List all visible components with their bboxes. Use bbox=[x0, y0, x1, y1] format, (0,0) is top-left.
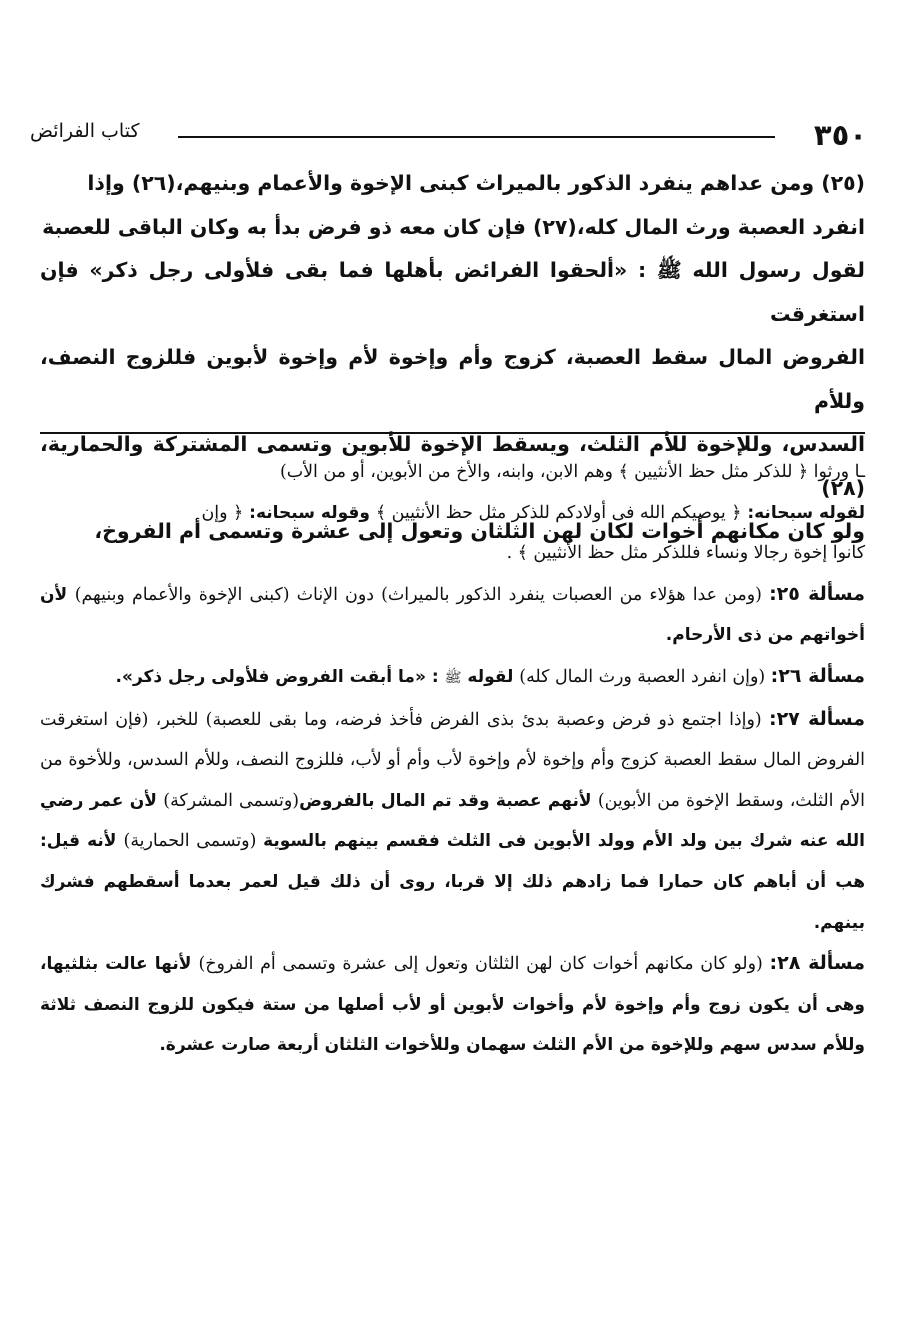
masala-27 bbox=[40, 699, 865, 944]
matn-line: انفرد العصبة ورث المال كله،(٢٧) فإن كان معه ذو فرض بدأ به وكان الباقى للعصبة bbox=[42, 214, 865, 239]
quran-verse: كانوا إخوة رجالا ونساء فللذكر مثل حظ الأنثيين ﴾ . bbox=[506, 543, 865, 564]
masala-label: مسألة ٢٧: bbox=[768, 707, 865, 730]
intro-text: لقوله سبحانه: bbox=[741, 502, 865, 523]
commentary-intro-line bbox=[40, 493, 865, 534]
explanation: لأنه قيل: هب أن أباهم كان حمارا فما زادهم ذلك إلا قربا، روى أن ذلك قيل لعمر بعدما أسقطهم فشرك بينهم. bbox=[40, 831, 865, 933]
masala-label: مسألة ٢٥: bbox=[769, 582, 865, 605]
header-rule bbox=[178, 136, 775, 138]
quran-verse: ﴿ يوصيكم الله فى أولادكم للذكر مثل حظ الأنثيين ﴾ bbox=[375, 502, 742, 523]
page-number: ٣٥٠ bbox=[813, 118, 867, 152]
section-divider bbox=[40, 432, 865, 434]
masala-28 bbox=[40, 943, 865, 1066]
explanation: لأن عمر رضي الله عنه شرك بين ولد الأم وولد الأبوين فى الثلث فقسم بينهم بالسوية bbox=[40, 790, 866, 852]
explanation: : «ما أبقت الفروض فلأولى رجل ذكر». bbox=[115, 666, 445, 687]
matn-line: السدس، وللإخوة للأم الثلث، ويسقط الإخوة للأبوين وتسمى المشتركة والحمارية،(٢٨) bbox=[40, 432, 865, 500]
explanation: لأنهم عصبة وقد تم المال بالفروض bbox=[299, 790, 598, 811]
commentary bbox=[40, 452, 865, 1066]
matn-line: ولو كان مكانهم أخوات لكان لهن الثلثان وتعول إلى عشرة وتسمى أم الفروخ، bbox=[94, 519, 865, 543]
intro-text: ـا ورثوا ﴿ للذكر مثل حظ الأنثيين ﴾ وهم الابن، وابنه، والأخ من الأبوين، أو من الأب) bbox=[279, 462, 865, 482]
masala-25 bbox=[40, 574, 865, 656]
matn-quote: (ولو كان مكانهم أخوات كان لهن الثلثان وتعول إلى عشرة وتسمى أم الفروخ) bbox=[198, 954, 763, 975]
explanation: لقوله bbox=[461, 666, 520, 687]
explanation: لأن أخواتهم من ذى الأرحام. bbox=[40, 584, 865, 646]
commentary-intro-line bbox=[40, 452, 865, 493]
commentary-intro-line bbox=[40, 533, 865, 574]
matn-quote: (وتسمى الحمارية) bbox=[123, 831, 257, 852]
page-header bbox=[30, 118, 867, 158]
matn-quote: (وإن انفرد العصبة ورث المال كله) bbox=[519, 666, 766, 687]
explanation: لأنها عالت بثلثيها، وهى أن يكون زوج وأم وإخوة لأم وأخوات لأبوين أو لأب أصلها من ستة فيكون للزوج النصف ثلاثة وللأم سدس سهم وللإخوة من الأم الثلث سهمان وللأخوات الثلثان أربعة صارت عشرة. bbox=[40, 954, 865, 1056]
matn-line: الفروض المال سقط العصبة، كزوج وأم وإخوة لأم وإخوة لأبوين فللزوج النصف، وللأم bbox=[40, 345, 865, 413]
matn-line: لقول رسول الله ﷺ : «ألحقوا الفرائض بأهلها فما بقى فلأولى رجل ذكر» فإن استغرقت bbox=[40, 258, 865, 326]
masala-label: مسألة ٢٦: bbox=[770, 664, 865, 687]
quran-verse: ﴿ وإن bbox=[201, 502, 244, 523]
matn-quote: (وإذا اجتمع ذو فرض وعصبة بدئ بذى الفرض فأخذ فرضه، وما بقى للعصبة) للخبر، (فإن استغرقت الفروض المال سقط العصبة كزوج وأم وإخوة لأم وإخوة لأب وأم أو لأب، فللزوج النصف، وللأم السدس، وللأخوة من الأم الثلث، وسقط الإخوة من الأبوين) bbox=[40, 709, 866, 811]
matn-line: (٢٥) ومن عداهم ينفرد الذكور بالميراث كبنى الإخوة والأعمام وبنيهم،(٢٦) وإذا bbox=[87, 171, 865, 195]
masala-26 bbox=[40, 656, 865, 699]
matn-quote: (وتسمى المشركة) bbox=[163, 790, 300, 811]
matn-quote: (ومن عدا هؤلاء من العصبات ينفرد الذكور بالميراث) دون الإناث (كبنى الإخوة والأعمام وبنيهم) bbox=[74, 584, 762, 605]
honorific-glyph: ﷺ bbox=[444, 669, 462, 686]
masala-label: مسألة ٢٨: bbox=[769, 952, 865, 975]
intro-text: وقوله سبحانه: bbox=[243, 502, 376, 523]
book-title: كتاب الفرائض bbox=[30, 120, 140, 142]
